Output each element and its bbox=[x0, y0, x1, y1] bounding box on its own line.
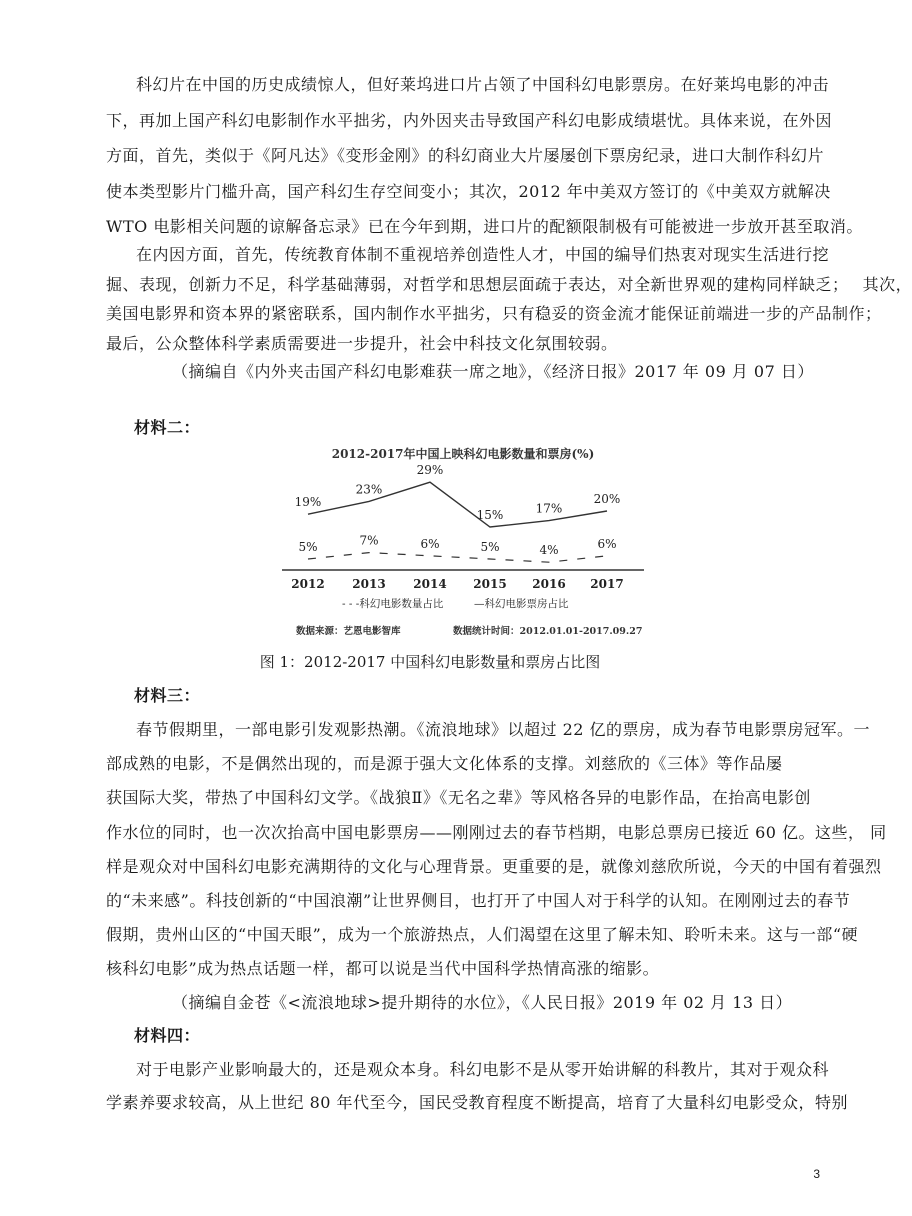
text-line: WTO 电影相关问题的谅解备忘录》已在今年到期，进口片的配额限制极有可能被进一步放开甚至取消。 bbox=[106, 217, 863, 236]
text-line: 在内因方面，首先，传统教育体制不重视培养创造性人才，中国的编导们热衷对现实生活进行挖 bbox=[136, 245, 830, 264]
source-citation-2: （摘编自金苍《<流浪地球>提升期待的水位》，《人民日报》2019 年 02 月 13 日） bbox=[172, 993, 793, 1012]
text-line: 对于电影产业影响最大的，还是观众本身。科幻电影不是从零开始讲解的科教片，其对于观众科 bbox=[136, 1060, 830, 1079]
material-4-heading: 材料四： bbox=[134, 1026, 201, 1045]
text-line: 下，再加上国产科幻电影制作水平拙劣，内外因夹击导致国产科幻电影成绩堪忧。具体来说，在外因 bbox=[106, 110, 833, 130]
legend-entry: - - -科幻电影数量占比 bbox=[342, 598, 444, 610]
text-line: 作水位的同时，也一次次抬高中国电影票房——刚刚过去的春节档期，电影总票房已接近 60 亿。这些， 同 bbox=[106, 822, 887, 842]
text-line: 使本类型影片门槛升高，国产科幻生存空间变小；其次，2012 年中美双方签订的《中美双方就解决 bbox=[106, 181, 831, 201]
material-2-heading: 材料二： bbox=[134, 418, 201, 437]
text-line: 掘、表现，创新力不足，科学基础薄弱，对哲学和思想层面疏于表达，对全新世界观的建构同样缺乏； 其次， bbox=[106, 274, 912, 294]
line-chart bbox=[278, 440, 648, 646]
legend-entry: —科幻电影票房占比 bbox=[474, 598, 569, 610]
page-number: 3 bbox=[813, 1167, 820, 1181]
text-line: 最后，公众整体科学素质需要进一步提升，社会中科技文化氛围较弱。 bbox=[106, 333, 618, 353]
source-citation-1: （摘编自《内外夹击国产科幻电影难获一席之地》，《经济日报》2017 年 09 月 07 日） bbox=[172, 362, 814, 381]
data-label: 20% bbox=[593, 492, 621, 506]
x-tick-label: 2016 bbox=[532, 577, 566, 591]
text-line: 美国电影界和资本界的紧密联系，国内制作水平拙劣，只有稳妥的资金流才能保证前端进一步的产品制作； bbox=[106, 304, 882, 323]
data-label: 5% bbox=[480, 540, 500, 554]
figure-caption: 图 1：2012-2017 中国科幻电影数量和票房占比图 bbox=[259, 653, 601, 671]
data-label: 7% bbox=[359, 533, 379, 548]
text-line: 学素养要求较高，从上世纪 80 年代至今，国民受教育程度不断提高，培育了大量科幻电影受众，特别 bbox=[106, 1093, 849, 1112]
text-line: 春节假期里，一部电影引发观影热潮。《流浪地球》以超过 22 亿的票房，成为春节电影票房冠军。一 bbox=[136, 720, 871, 739]
x-tick-label: 2014 bbox=[413, 577, 447, 591]
data-label: 15% bbox=[476, 508, 504, 522]
text-line: 样是观众对中国科幻电影充满期待的文化与心理背景。更重要的是，就像刘慈欣所说，今天的中国有着强烈 bbox=[106, 856, 882, 876]
x-tick-label: 2017 bbox=[590, 577, 624, 591]
chart-time-note: 数据统计时间：2012.01.01-2017.09.27 bbox=[453, 626, 643, 637]
chart-source-note: 数据来源：艺恩电影智库 bbox=[296, 626, 401, 637]
data-label: 29% bbox=[416, 463, 444, 478]
text-line: 获国际大奖，带热了中国科幻文学。《战狼Ⅱ》《无名之辈》等风格各异的电影作品，在抬高电影创 bbox=[106, 788, 811, 808]
data-label: 19% bbox=[294, 495, 322, 510]
data-label: 6% bbox=[420, 536, 440, 551]
data-label: 4% bbox=[539, 543, 559, 558]
data-label: 5% bbox=[298, 540, 318, 554]
data-label: 17% bbox=[535, 501, 563, 516]
text-line: 核科幻电影”成为热点话题一样，都可以说是当代中国科学热情高涨的缩影。 bbox=[106, 959, 660, 979]
data-label: 6% bbox=[597, 536, 617, 551]
text-line: 部成熟的电影，不是偶然出现的，而是源于强大文化体系的支撑。刘慈欣的《三体》等作品屡 bbox=[106, 754, 783, 774]
text-line: 方面，首先，类似于《阿凡达》《变形金刚》的科幻商业大片屡屡创下票房纪录，进口大制作科幻片 bbox=[106, 146, 825, 165]
series-line-1 bbox=[308, 553, 607, 563]
text-line: 科幻片在中国的历史成绩惊人，但好莱坞进口片占领了中国科幻电影票房。在好莱坞电影的冲击 bbox=[136, 75, 830, 94]
text-line: 假期，贵州山区的“中国天眼”，成为一个旅游热点，人们渴望在这里了解未知、聆听未来。这与一部“硬 bbox=[106, 925, 859, 945]
x-tick-label: 2013 bbox=[352, 577, 386, 591]
data-label: 23% bbox=[355, 482, 383, 497]
chart-title: 2012-2017年中国上映科幻电影数量和票房(%) bbox=[331, 447, 595, 461]
x-tick-label: 2015 bbox=[473, 577, 507, 591]
material-3-heading: 材料三： bbox=[134, 686, 201, 705]
text-line: 的“未来感”。科技创新的“中国浪潮”让世界侧目，也打开了中国人对于科学的认知。在刚刚过去的春节 bbox=[106, 891, 851, 910]
x-tick-label: 2012 bbox=[291, 577, 325, 591]
